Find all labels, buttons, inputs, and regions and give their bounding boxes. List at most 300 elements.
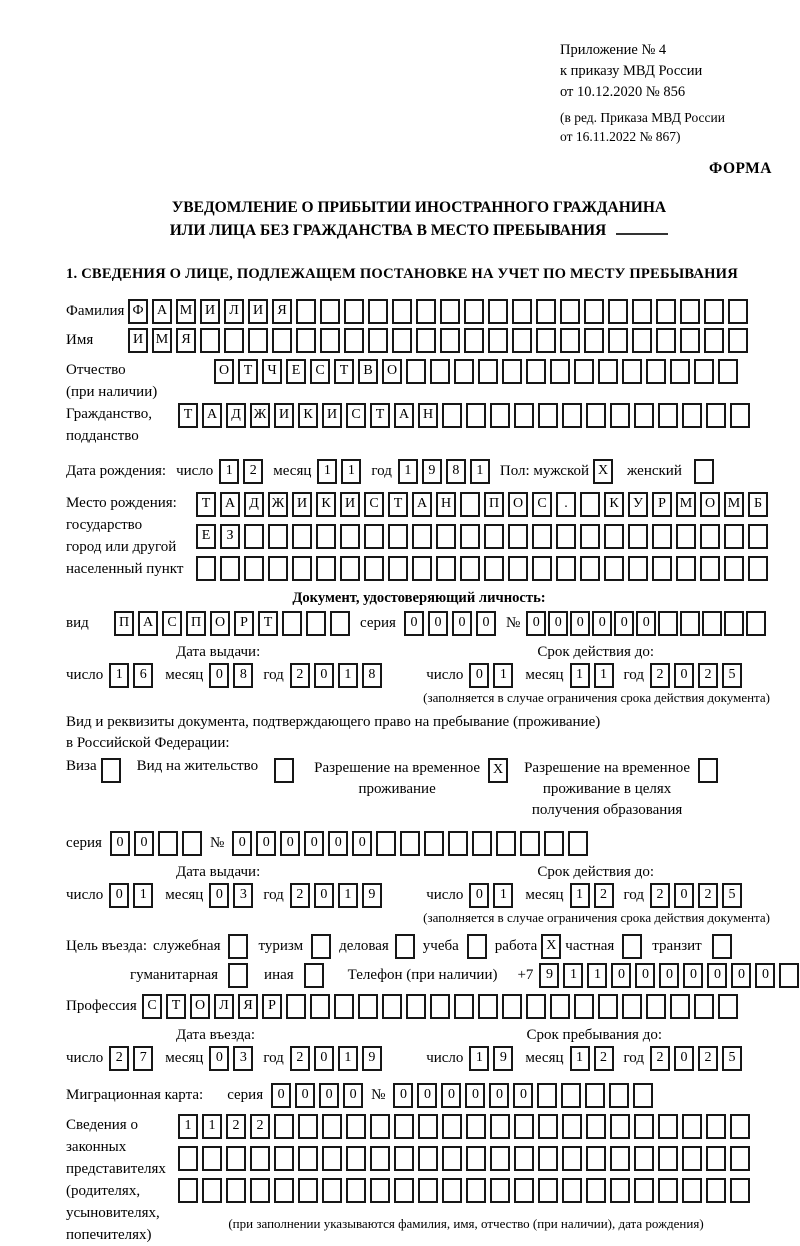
char-box[interactable] — [574, 359, 594, 384]
char-box[interactable] — [700, 524, 720, 549]
char-box[interactable]: 0 — [110, 831, 130, 856]
char-box[interactable]: 0 — [635, 963, 655, 988]
char-box[interactable]: Б — [748, 492, 768, 517]
char-box[interactable] — [416, 299, 436, 324]
char-box[interactable]: 0 — [209, 663, 229, 688]
char-box[interactable] — [466, 403, 486, 428]
char-box[interactable]: 1 — [570, 663, 590, 688]
char-box[interactable] — [508, 556, 528, 581]
char-box[interactable] — [622, 934, 642, 959]
char-box[interactable] — [610, 403, 630, 428]
char-box[interactable] — [532, 556, 552, 581]
char-box[interactable]: 0 — [232, 831, 252, 856]
char-box[interactable] — [460, 524, 480, 549]
char-box[interactable] — [298, 1146, 318, 1171]
char-box[interactable] — [670, 994, 690, 1019]
char-box[interactable] — [514, 1146, 534, 1171]
char-box[interactable] — [412, 524, 432, 549]
char-box[interactable] — [604, 556, 624, 581]
char-box[interactable] — [512, 328, 532, 353]
char-box[interactable] — [490, 1178, 510, 1203]
doc-validity-year[interactable] — [650, 663, 746, 688]
char-box[interactable] — [430, 359, 450, 384]
char-box[interactable]: И — [248, 299, 268, 324]
char-box[interactable]: 0 — [476, 611, 496, 636]
char-box[interactable]: 0 — [404, 611, 424, 636]
char-box[interactable] — [561, 1083, 581, 1108]
char-box[interactable]: 2 — [594, 883, 614, 908]
char-box[interactable] — [228, 934, 248, 959]
char-box[interactable] — [556, 524, 576, 549]
char-box[interactable] — [694, 359, 714, 384]
char-box[interactable] — [584, 328, 604, 353]
char-box[interactable]: 2 — [650, 883, 670, 908]
char-box[interactable] — [202, 1178, 222, 1203]
char-box[interactable] — [460, 492, 480, 517]
char-box[interactable] — [178, 1146, 198, 1171]
char-box[interactable] — [282, 611, 302, 636]
char-box[interactable]: 2 — [226, 1114, 246, 1139]
char-box[interactable]: Т — [178, 403, 198, 428]
char-box[interactable]: Т — [258, 611, 278, 636]
char-box[interactable] — [394, 1146, 414, 1171]
char-box[interactable] — [358, 994, 378, 1019]
char-box[interactable] — [556, 556, 576, 581]
char-box[interactable] — [512, 299, 532, 324]
representatives-field-row1[interactable] — [178, 1114, 754, 1139]
char-box[interactable]: 5 — [722, 1046, 742, 1071]
char-box[interactable]: С — [162, 611, 182, 636]
char-box[interactable] — [562, 403, 582, 428]
char-box[interactable] — [334, 994, 354, 1019]
char-box[interactable] — [694, 459, 714, 484]
char-box[interactable] — [202, 1146, 222, 1171]
char-box[interactable]: Т — [370, 403, 390, 428]
char-box[interactable] — [538, 1146, 558, 1171]
char-box[interactable]: 0 — [314, 883, 334, 908]
purpose-tourism-checkbox[interactable] — [311, 934, 335, 959]
birth-place-field-row1[interactable] — [196, 492, 772, 517]
char-box[interactable]: 0 — [452, 611, 472, 636]
char-box[interactable] — [424, 831, 444, 856]
char-box[interactable]: К — [604, 492, 624, 517]
char-box[interactable]: Л — [214, 994, 234, 1019]
char-box[interactable] — [418, 1146, 438, 1171]
char-box[interactable] — [514, 1114, 534, 1139]
char-box[interactable] — [658, 1178, 678, 1203]
char-box[interactable] — [370, 1114, 390, 1139]
char-box[interactable] — [346, 1146, 366, 1171]
char-box[interactable] — [490, 403, 510, 428]
char-box[interactable] — [704, 299, 724, 324]
char-box[interactable] — [442, 1146, 462, 1171]
char-box[interactable] — [496, 831, 516, 856]
char-box[interactable] — [490, 1114, 510, 1139]
char-box[interactable] — [250, 1146, 270, 1171]
char-box[interactable]: 0 — [513, 1083, 533, 1108]
char-box[interactable]: 1 — [133, 883, 153, 908]
char-box[interactable] — [466, 1114, 486, 1139]
char-box[interactable] — [658, 1146, 678, 1171]
char-box[interactable]: О — [700, 492, 720, 517]
char-box[interactable] — [454, 359, 474, 384]
char-box[interactable] — [610, 1114, 630, 1139]
char-box[interactable] — [484, 556, 504, 581]
char-box[interactable]: У — [628, 492, 648, 517]
char-box[interactable]: 2 — [109, 1046, 129, 1071]
char-box[interactable]: Р — [262, 994, 282, 1019]
entry-month[interactable] — [209, 1046, 257, 1071]
char-box[interactable]: 1 — [563, 963, 583, 988]
char-box[interactable] — [368, 299, 388, 324]
char-box[interactable] — [368, 328, 388, 353]
purpose-work-checkbox[interactable] — [541, 934, 565, 959]
char-box[interactable] — [442, 1178, 462, 1203]
char-box[interactable] — [416, 328, 436, 353]
char-box[interactable]: Д — [226, 403, 246, 428]
char-box[interactable] — [346, 1178, 366, 1203]
residence-issue-month[interactable] — [209, 883, 257, 908]
residence-issue-day[interactable] — [109, 883, 157, 908]
char-box[interactable] — [748, 556, 768, 581]
char-box[interactable] — [388, 524, 408, 549]
char-box[interactable]: 1 — [178, 1114, 198, 1139]
char-box[interactable]: X — [541, 934, 561, 959]
birth-place-field-row3[interactable] — [196, 556, 772, 581]
sex-female-checkbox[interactable] — [694, 459, 718, 484]
char-box[interactable] — [632, 328, 652, 353]
char-box[interactable] — [400, 831, 420, 856]
char-box[interactable]: З — [220, 524, 240, 549]
char-box[interactable] — [550, 359, 570, 384]
char-box[interactable]: 0 — [636, 611, 656, 636]
char-box[interactable]: 0 — [352, 831, 372, 856]
char-box[interactable] — [182, 831, 202, 856]
char-box[interactable] — [676, 524, 696, 549]
char-box[interactable] — [536, 299, 556, 324]
char-box[interactable] — [316, 556, 336, 581]
char-box[interactable] — [316, 524, 336, 549]
char-box[interactable] — [322, 1114, 342, 1139]
char-box[interactable] — [730, 1178, 750, 1203]
char-box[interactable]: 0 — [659, 963, 679, 988]
char-box[interactable]: Н — [418, 403, 438, 428]
char-box[interactable] — [676, 556, 696, 581]
char-box[interactable]: 8 — [233, 663, 253, 688]
char-box[interactable]: Е — [196, 524, 216, 549]
char-box[interactable] — [586, 403, 606, 428]
char-box[interactable] — [346, 1114, 366, 1139]
residence-number-field[interactable] — [232, 831, 592, 856]
stay-year[interactable] — [650, 1046, 746, 1071]
representatives-field-row3[interactable] — [178, 1178, 754, 1203]
char-box[interactable] — [779, 963, 799, 988]
char-box[interactable] — [622, 359, 642, 384]
char-box[interactable] — [622, 994, 642, 1019]
char-box[interactable]: 8 — [362, 663, 382, 688]
profession-field[interactable] — [142, 994, 742, 1019]
char-box[interactable]: К — [298, 403, 318, 428]
char-box[interactable] — [598, 359, 618, 384]
char-box[interactable] — [436, 556, 456, 581]
char-box[interactable] — [680, 299, 700, 324]
surname-field[interactable] — [128, 299, 752, 324]
char-box[interactable] — [520, 831, 540, 856]
char-box[interactable] — [310, 994, 330, 1019]
char-box[interactable]: 0 — [674, 1046, 694, 1071]
char-box[interactable]: 3 — [233, 883, 253, 908]
char-box[interactable]: 0 — [465, 1083, 485, 1108]
char-box[interactable] — [562, 1178, 582, 1203]
char-box[interactable]: 0 — [271, 1083, 291, 1108]
char-box[interactable] — [101, 758, 121, 783]
char-box[interactable] — [440, 299, 460, 324]
char-box[interactable]: . — [556, 492, 576, 517]
char-box[interactable]: 2 — [290, 1046, 310, 1071]
char-box[interactable] — [244, 556, 264, 581]
char-box[interactable]: М — [176, 299, 196, 324]
char-box[interactable] — [704, 328, 724, 353]
char-box[interactable]: Я — [272, 299, 292, 324]
residence-permit-checkbox[interactable] — [274, 758, 298, 783]
char-box[interactable]: 0 — [314, 1046, 334, 1071]
char-box[interactable] — [748, 524, 768, 549]
char-box[interactable]: 0 — [134, 831, 154, 856]
char-box[interactable]: А — [138, 611, 158, 636]
char-box[interactable]: 0 — [343, 1083, 363, 1108]
char-box[interactable] — [700, 556, 720, 581]
char-box[interactable] — [158, 831, 178, 856]
char-box[interactable] — [574, 994, 594, 1019]
char-box[interactable] — [388, 556, 408, 581]
char-box[interactable]: 0 — [489, 1083, 509, 1108]
visa-checkbox[interactable] — [101, 758, 125, 783]
char-box[interactable]: 3 — [233, 1046, 253, 1071]
char-box[interactable] — [344, 299, 364, 324]
char-box[interactable] — [224, 328, 244, 353]
char-box[interactable]: 1 — [469, 1046, 489, 1071]
char-box[interactable] — [196, 556, 216, 581]
char-box[interactable] — [392, 299, 412, 324]
char-box[interactable] — [562, 1146, 582, 1171]
char-box[interactable] — [250, 1178, 270, 1203]
residence-issue-year[interactable] — [290, 883, 386, 908]
char-box[interactable] — [628, 556, 648, 581]
char-box[interactable] — [694, 994, 714, 1019]
birth-day-field[interactable] — [219, 459, 267, 484]
char-box[interactable] — [274, 1178, 294, 1203]
char-box[interactable] — [220, 556, 240, 581]
char-box[interactable] — [272, 328, 292, 353]
char-box[interactable]: И — [340, 492, 360, 517]
char-box[interactable] — [418, 1178, 438, 1203]
char-box[interactable]: 9 — [539, 963, 559, 988]
char-box[interactable] — [568, 831, 588, 856]
char-box[interactable]: Ж — [268, 492, 288, 517]
char-box[interactable] — [646, 359, 666, 384]
char-box[interactable] — [248, 328, 268, 353]
migration-number-field[interactable] — [393, 1083, 657, 1108]
doc-series-field[interactable] — [404, 611, 500, 636]
char-box[interactable] — [472, 831, 492, 856]
char-box[interactable] — [442, 403, 462, 428]
char-box[interactable] — [532, 524, 552, 549]
char-box[interactable] — [454, 994, 474, 1019]
char-box[interactable]: И — [128, 328, 148, 353]
char-box[interactable] — [682, 1146, 702, 1171]
char-box[interactable]: 8 — [446, 459, 466, 484]
char-box[interactable]: А — [220, 492, 240, 517]
char-box[interactable]: 0 — [731, 963, 751, 988]
char-box[interactable]: 2 — [594, 1046, 614, 1071]
char-box[interactable] — [436, 524, 456, 549]
char-box[interactable]: 2 — [698, 883, 718, 908]
char-box[interactable] — [226, 1178, 246, 1203]
char-box[interactable]: П — [114, 611, 134, 636]
char-box[interactable] — [502, 359, 522, 384]
char-box[interactable] — [724, 556, 744, 581]
char-box[interactable]: Р — [652, 492, 672, 517]
char-box[interactable]: 0 — [683, 963, 703, 988]
char-box[interactable] — [682, 403, 702, 428]
char-box[interactable]: 0 — [328, 831, 348, 856]
char-box[interactable]: 1 — [338, 883, 358, 908]
char-box[interactable]: 0 — [314, 663, 334, 688]
char-box[interactable]: 1 — [109, 663, 129, 688]
char-box[interactable] — [412, 556, 432, 581]
phone-field[interactable] — [539, 963, 800, 988]
char-box[interactable]: П — [186, 611, 206, 636]
char-box[interactable] — [538, 1178, 558, 1203]
birth-month-field[interactable] — [317, 459, 365, 484]
char-box[interactable]: Я — [176, 328, 196, 353]
char-box[interactable] — [730, 1146, 750, 1171]
char-box[interactable]: С — [532, 492, 552, 517]
char-box[interactable] — [306, 611, 326, 636]
char-box[interactable] — [652, 524, 672, 549]
char-box[interactable]: 2 — [698, 1046, 718, 1071]
char-box[interactable]: С — [346, 403, 366, 428]
char-box[interactable]: О — [508, 492, 528, 517]
char-box[interactable]: 2 — [243, 459, 263, 484]
residence-validity-month[interactable] — [570, 883, 618, 908]
char-box[interactable]: 1 — [587, 963, 607, 988]
char-box[interactable]: 0 — [674, 663, 694, 688]
char-box[interactable]: 1 — [219, 459, 239, 484]
char-box[interactable]: 1 — [398, 459, 418, 484]
char-box[interactable]: С — [364, 492, 384, 517]
char-box[interactable] — [670, 359, 690, 384]
purpose-official-checkbox[interactable] — [228, 934, 252, 959]
char-box[interactable] — [538, 1114, 558, 1139]
char-box[interactable] — [488, 328, 508, 353]
char-box[interactable] — [610, 1146, 630, 1171]
char-box[interactable]: С — [310, 359, 330, 384]
char-box[interactable] — [658, 403, 678, 428]
purpose-study-checkbox[interactable] — [467, 934, 491, 959]
char-box[interactable]: Р — [234, 611, 254, 636]
purpose-humanitarian-checkbox[interactable] — [228, 963, 252, 988]
char-box[interactable] — [608, 328, 628, 353]
char-box[interactable]: 9 — [493, 1046, 513, 1071]
char-box[interactable] — [296, 299, 316, 324]
char-box[interactable]: Я — [238, 994, 258, 1019]
char-box[interactable] — [502, 994, 522, 1019]
char-box[interactable]: С — [142, 994, 162, 1019]
char-box[interactable]: 0 — [319, 1083, 339, 1108]
char-box[interactable] — [467, 934, 487, 959]
char-box[interactable] — [514, 403, 534, 428]
char-box[interactable] — [200, 328, 220, 353]
char-box[interactable] — [442, 1114, 462, 1139]
char-box[interactable] — [706, 403, 726, 428]
char-box[interactable] — [584, 299, 604, 324]
char-box[interactable] — [478, 994, 498, 1019]
char-box[interactable] — [608, 299, 628, 324]
char-box[interactable]: А — [152, 299, 172, 324]
char-box[interactable]: 0 — [755, 963, 775, 988]
char-box[interactable] — [274, 758, 294, 783]
char-box[interactable] — [406, 359, 426, 384]
char-box[interactable] — [586, 1178, 606, 1203]
stay-day[interactable] — [469, 1046, 517, 1071]
char-box[interactable]: 1 — [341, 459, 361, 484]
char-box[interactable] — [244, 524, 264, 549]
char-box[interactable]: 0 — [417, 1083, 437, 1108]
char-box[interactable]: А — [394, 403, 414, 428]
char-box[interactable] — [746, 611, 766, 636]
char-box[interactable]: О — [210, 611, 230, 636]
char-box[interactable] — [484, 524, 504, 549]
char-box[interactable]: Н — [436, 492, 456, 517]
char-box[interactable] — [274, 1114, 294, 1139]
edu-permit-checkbox[interactable] — [698, 758, 722, 783]
char-box[interactable] — [586, 1146, 606, 1171]
char-box[interactable]: М — [676, 492, 696, 517]
char-box[interactable]: 0 — [469, 663, 489, 688]
char-box[interactable] — [268, 556, 288, 581]
char-box[interactable] — [466, 1178, 486, 1203]
char-box[interactable] — [702, 611, 722, 636]
char-box[interactable] — [370, 1146, 390, 1171]
char-box[interactable]: О — [214, 359, 234, 384]
char-box[interactable] — [610, 1178, 630, 1203]
char-box[interactable]: X — [488, 758, 508, 783]
char-box[interactable] — [226, 1146, 246, 1171]
given-name-field[interactable] — [128, 328, 752, 353]
char-box[interactable] — [466, 1146, 486, 1171]
residence-validity-year[interactable] — [650, 883, 746, 908]
char-box[interactable] — [538, 403, 558, 428]
char-box[interactable]: Ф — [128, 299, 148, 324]
char-box[interactable]: П — [484, 492, 504, 517]
char-box[interactable]: 0 — [295, 1083, 315, 1108]
doc-number-field[interactable] — [526, 611, 768, 636]
char-box[interactable] — [490, 1146, 510, 1171]
char-box[interactable] — [712, 934, 732, 959]
char-box[interactable]: 2 — [698, 663, 718, 688]
char-box[interactable] — [586, 1114, 606, 1139]
char-box[interactable] — [430, 994, 450, 1019]
char-box[interactable] — [448, 831, 468, 856]
char-box[interactable] — [514, 1178, 534, 1203]
char-box[interactable]: 9 — [422, 459, 442, 484]
char-box[interactable] — [560, 328, 580, 353]
char-box[interactable] — [634, 1146, 654, 1171]
char-box[interactable]: Л — [224, 299, 244, 324]
doc-issue-month[interactable] — [209, 663, 257, 688]
purpose-business-checkbox[interactable] — [395, 934, 419, 959]
